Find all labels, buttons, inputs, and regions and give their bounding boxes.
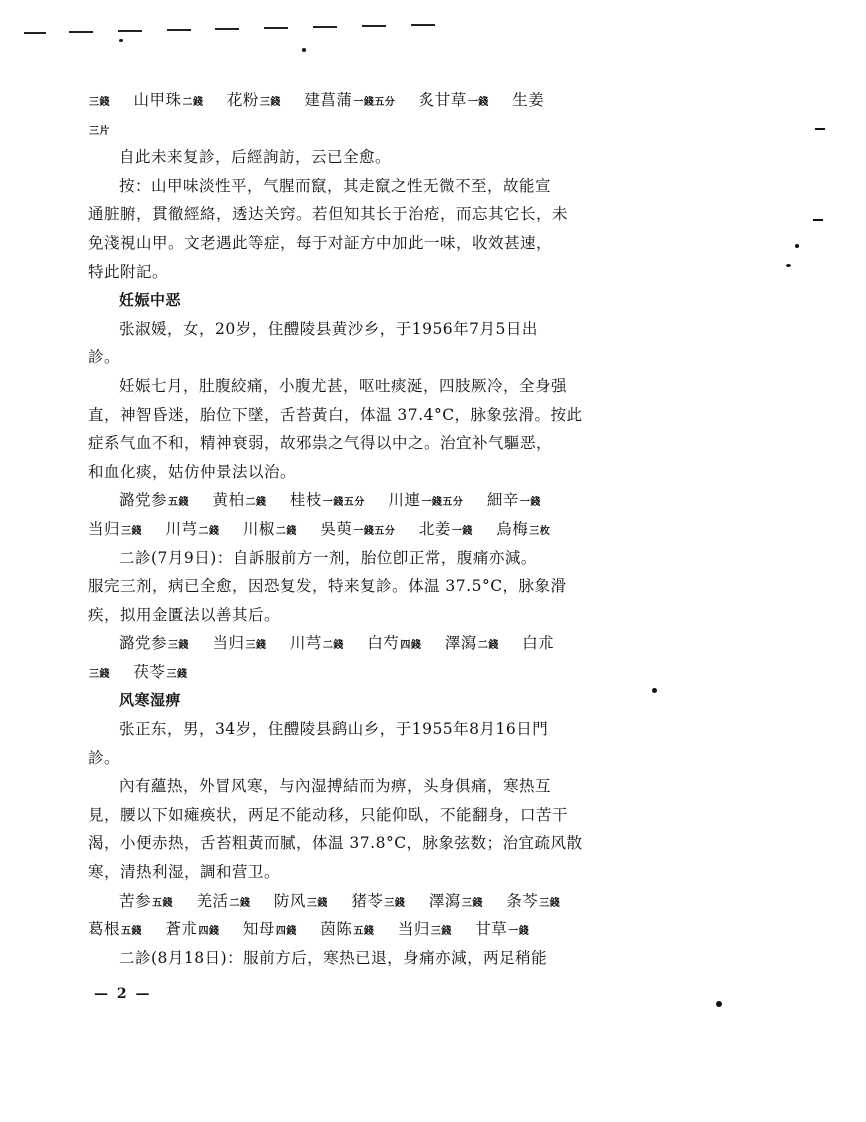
rx-item: 生姜	[512, 91, 545, 109]
rx-item: 北姜一錢	[418, 519, 473, 538]
scan-speck	[786, 264, 791, 267]
case-intro-line: 診。	[88, 748, 121, 767]
dash	[215, 28, 239, 30]
rx-item: 川芎二錢	[165, 519, 220, 538]
rx-item: 三錢	[89, 668, 110, 680]
note-line: 按：山甲味淡性平，气腥而竄，其走竄之性无微不至，故能宣	[119, 176, 552, 195]
case-intro-line: 张淑媛，女，20岁，住醴陵县黄沙乡，于1956年7月5日出	[119, 319, 538, 338]
prescription-line	[88, 86, 728, 115]
rx-item: 白芍四錢	[367, 634, 422, 653]
rx-item: 潞党参五錢	[119, 491, 190, 510]
rx-item: 烏梅三枚	[496, 519, 551, 538]
prescription-line	[88, 515, 728, 544]
rx-item: 桂枝一錢五分	[289, 491, 365, 510]
rx-dose: 三片	[89, 125, 110, 137]
dash	[411, 24, 435, 26]
symptom-line: 和血化痰，姑仿仲景法以治。	[88, 462, 297, 481]
symptom-line: 渴，小便赤热，舌苔粗黃而膩，体温 37.8°C，脉象弦数；治宜疏风散	[88, 834, 583, 853]
dash	[69, 31, 93, 33]
rx-item: 川芎二錢	[289, 634, 344, 653]
rx-item: 茯苓三錢	[133, 662, 188, 681]
section-heading: 妊娠中恶	[119, 291, 182, 310]
second-visit-line: 服完三剂，病已全愈，因恐复发，特来复診。体温 37.5°C，脉象滑	[88, 577, 567, 596]
rx-item: 建菖蒲一錢五分	[304, 91, 396, 109]
dash	[313, 26, 337, 28]
second-visit-line: 疾，拟用金匱法以善其后。	[88, 605, 281, 624]
rx-item: 澤瀉二錢	[444, 634, 499, 653]
symptom-line: 內有蘊热，外冒风寒，与內湿搏結而为痹，头身俱痛，寒热互	[119, 777, 552, 796]
rx-item: 防风三錢	[273, 891, 328, 910]
dash	[118, 30, 142, 32]
rx-item: 知母四錢	[242, 920, 297, 939]
rx-item: 川連一錢五分	[388, 491, 464, 510]
rx-item: 吳萸一錢五分	[320, 519, 396, 538]
symptom-line: 寒，清热利湿，調和营卫。	[88, 863, 281, 882]
case-intro-line: 診。	[88, 348, 121, 367]
rx-item: 茵陈五錢	[320, 920, 375, 939]
dash	[264, 27, 288, 29]
prescription-line	[88, 629, 728, 658]
rx-item: 蒼朮四錢	[165, 920, 220, 939]
prescription-line	[88, 486, 728, 515]
rx-item: 細辛一錢	[486, 491, 541, 510]
second-visit-line: 二診(7月9日)：自訴服前方一剂，胎位卽正常，腹痛亦減。	[119, 548, 537, 567]
scan-speck	[119, 39, 123, 42]
rx-item: 条芩三錢	[506, 891, 561, 910]
scan-speck	[795, 244, 799, 248]
rx-item: 苦参五錢	[119, 891, 174, 910]
rx-item: 羌活二錢	[196, 891, 251, 910]
rx-item: 澤瀉三錢	[428, 891, 483, 910]
rx-item: 炙甘草一錢	[418, 91, 489, 109]
paragraph-followup: 自此未来复診，后經詢訪，云已全愈。	[119, 148, 392, 167]
rx-item: 山甲珠二錢	[133, 91, 204, 109]
rx-item: 三錢	[89, 97, 110, 108]
prescription-line	[88, 115, 728, 144]
scan-speck	[815, 128, 825, 130]
symptom-line: 症系气血不和，精神衰弱，故邪祟之气得以中之。治宜补气驅恶，	[88, 434, 553, 453]
rx-item: 葛根五錢	[88, 920, 143, 939]
rx-item: 当归三錢	[212, 634, 267, 653]
rx-item: 猪苓三錢	[351, 891, 406, 910]
rx-item: 花粉三錢	[226, 91, 281, 109]
rx-item: 当归三錢	[397, 920, 452, 939]
case-intro-line: 张正东，男，34岁，住醴陵县鹞山乡，于1955年8月16日門	[119, 720, 549, 739]
scan-speck	[716, 1001, 722, 1007]
section-heading: 风寒湿痹	[119, 691, 182, 710]
page-number: — 2 —	[94, 986, 152, 1002]
symptom-line: 妊娠七月，肚腹絞痛，小腹尤甚，呕吐痰涎，四肢厥冷，全身强	[119, 376, 568, 395]
note-line: 免淺視山甲。文老遇此等症，每于对証方中加此一味，收效甚速，	[88, 233, 553, 252]
rx-item: 潞党参三錢	[119, 634, 190, 653]
top-dash-rule	[24, 22, 444, 38]
dash	[167, 29, 191, 31]
note-line: 特此附記。	[88, 262, 169, 281]
document-page	[88, 86, 728, 972]
symptom-line: 見，腰以下如瘫痪状，两足不能动移，只能仰臥，不能翻身，口苦干	[88, 805, 569, 824]
rx-item: 川椒二錢	[242, 519, 297, 538]
symptom-line: 直，神智昏迷，胎位下墜，舌苔黃白，体温 37.4°C，脉象弦滑。按此	[88, 405, 583, 424]
rx-item: 白朮	[522, 634, 555, 653]
rx-item: 当归三錢	[88, 519, 143, 538]
scan-speck	[302, 48, 306, 52]
rx-item: 甘草一錢	[475, 920, 530, 939]
prescription-line	[88, 658, 728, 687]
second-visit-line: 二診(8月18日)：服前方后，寒热已退，身痛亦減，两足稍能	[119, 948, 548, 967]
note-line: 通脏腑，貫徹經絡，透达关窍。若但知其长于治疮，而忘其它长，未	[88, 205, 569, 224]
scan-speck	[813, 219, 823, 221]
dash	[24, 32, 46, 34]
prescription-line	[88, 915, 728, 944]
dash	[362, 25, 386, 27]
rx-item: 黄柏二錢	[212, 491, 267, 510]
prescription-line	[88, 887, 728, 916]
